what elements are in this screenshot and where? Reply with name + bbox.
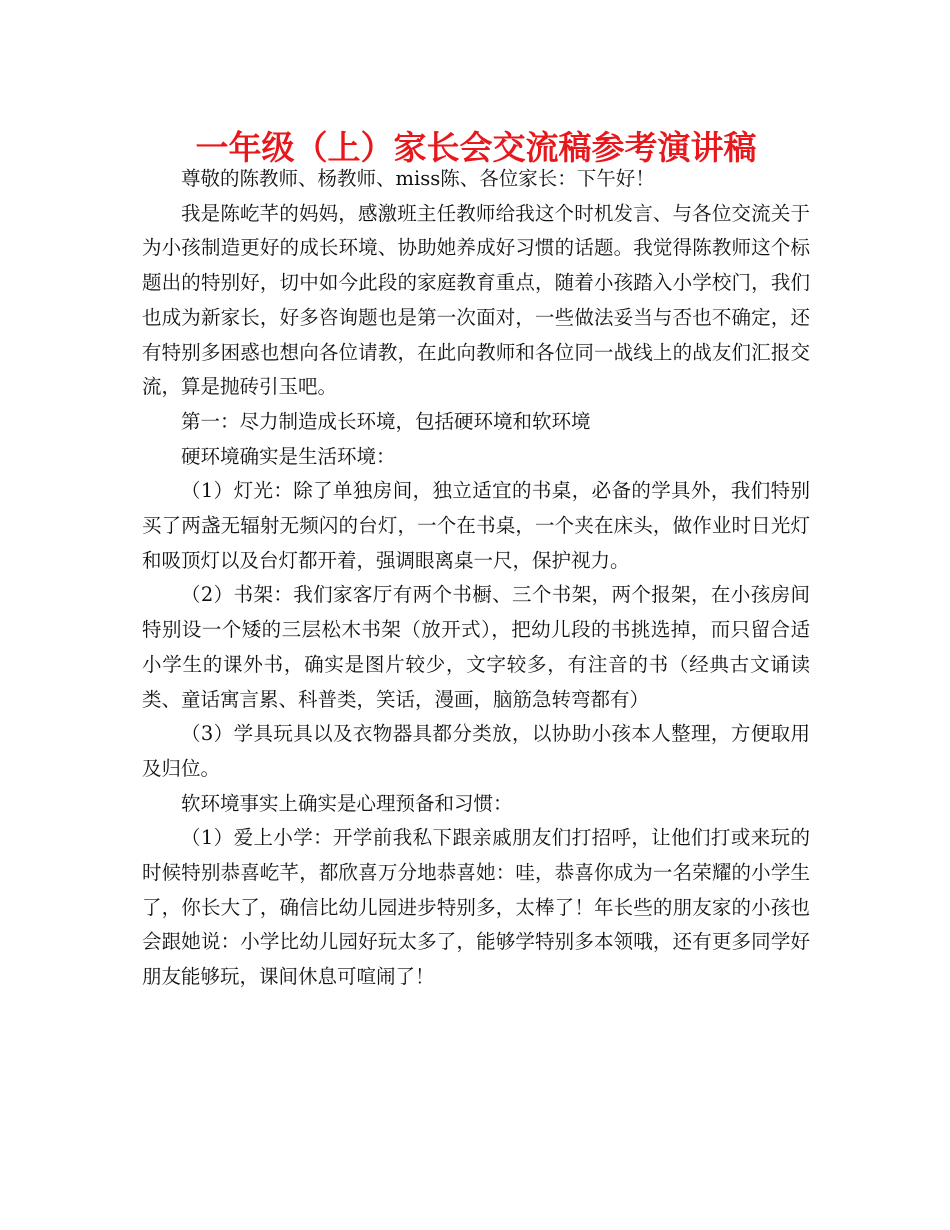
paragraph-bookshelf: （2）书架：我们家客厅有两个书橱、三个书架，两个报架，在小孩房间特别设一个矮的三层松木书架（放开式），把幼儿段的书挑选掉，而只留合适小学生的课外书，确实是图片较少，文字较多，有注音的书（经典古文诵读类、童话寓言累、科普类，笑话，漫画，脑筋急转弯都有） (142, 583, 810, 711)
document-body (142, 162, 810, 995)
paragraph-soft-environment-heading: 软环境事实上确实是心理预备和习惯： (181, 791, 513, 815)
paragraph-lighting: （1）灯光：除了单独房间，独立适宜的书桌，必备的学具外，我们特别买了两盏无辐射无频闪的台灯，一个在书桌，一个夹在床头，做作业时日光灯和吸顶灯以及台灯都开着，强调眼离桌一尺，保护视力。 (142, 479, 810, 572)
paragraph-storage: （3）学具玩具以及衣物器具都分类放，以协助小孩本人整理，方便取用及归位。 (142, 722, 810, 780)
paragraph-hard-environment-heading: 硬环境确实是生活环境： (181, 444, 396, 468)
paragraph-greeting: 尊敬的陈教师、杨教师、miss陈、各位家长：下午好！ (181, 167, 655, 190)
paragraph-introduction: 我是陈屹芊的妈妈，感激班主任教师给我这个时机发言、与各位交流关于为小孩制造更好的成长环境、协助她养成好习惯的话题。我觉得陈教师这个标题出的特别好，切中如今此段的家庭教育重点，随着小孩踏入小学校门，我们也成为新家长，好多咨询题也是第一次面对，一些做法妥当与否也不确定，还有特别多困惑也想向各位请教，在此向教师和各位同一战线上的战友们汇报交流，算是抛砖引玉吧。 (142, 201, 810, 399)
paragraph-section-heading: 第一：尽力制造成长环境，包括硬环境和软环境 (181, 409, 591, 433)
document-title: 一年级（上）家长会交流稿参考演讲稿 (195, 128, 757, 167)
paragraph-love-school: （1）爱上小学：开学前我私下跟亲戚朋友们打招呼，让他们打或来玩的时候特别恭喜屹芊，都欣喜万分地恭喜她：哇，恭喜你成为一名荣耀的小学生了，你长大了，确信比幼儿园进步特别多，太棒了！年长些的朋友家的小孩也会跟她说：小学比幼儿园好玩太多了，能够学特别多本领哦，还有更多同学好朋友能够玩，课间休息可喧闹了！ (142, 826, 810, 989)
